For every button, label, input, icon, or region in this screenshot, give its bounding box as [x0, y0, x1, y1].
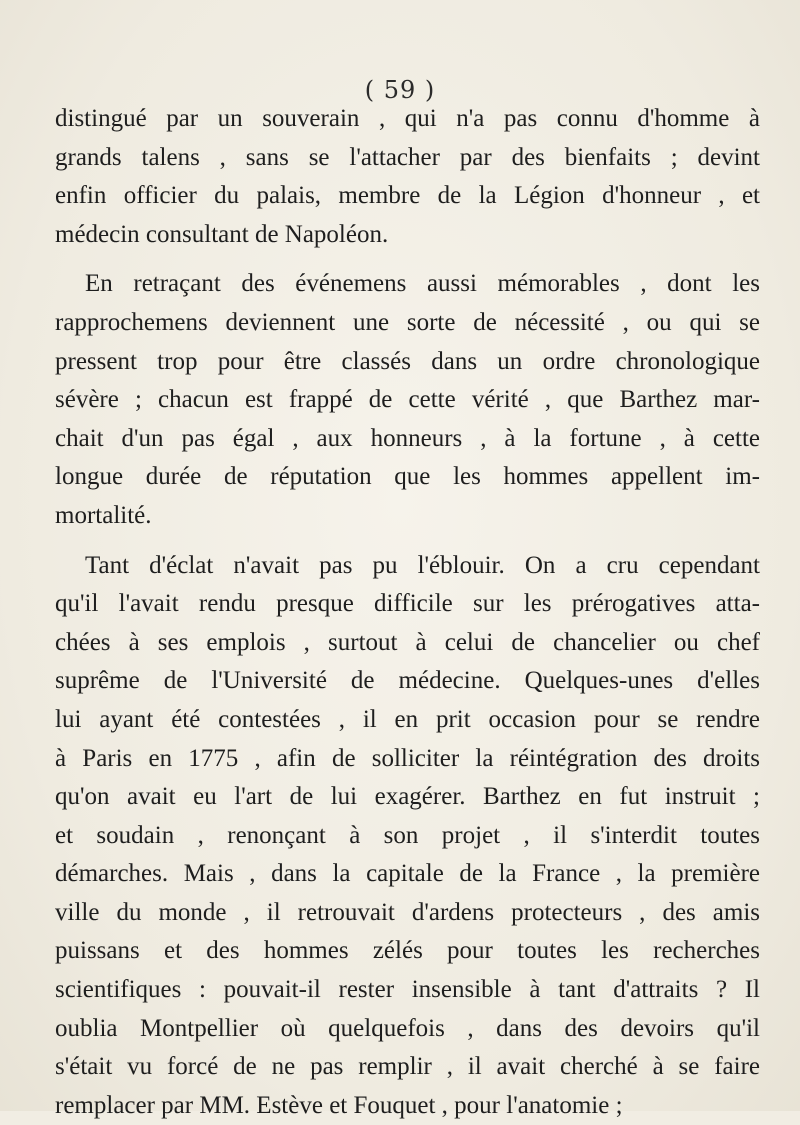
text-line: qu'il l'avait rendu presque difficile sur les prérogatives atta- — [55, 590, 760, 618]
body-text — [55, 100, 760, 1125]
text-line: sévère ; chacun est frappé de cette vérité , que Barthez mar- — [55, 386, 760, 414]
text-line: puissans et des hommes zélés pour toutes les recherches — [55, 937, 760, 965]
text-line: ville du monde , il retrouvait d'ardens protecteurs , des amis — [55, 898, 760, 926]
text-line: pressent trop pour être classés dans un ordre chronologique — [55, 347, 760, 375]
text-line: mortalité. — [55, 501, 152, 529]
text-line: et soudain , renonçant à son projet , il s'interdit toutes — [55, 821, 760, 849]
paragraph — [55, 547, 760, 1125]
page-number: ( 59 ) — [364, 76, 436, 104]
text-line: suprême de l'Université de médecine. Quelques-unes d'elles — [55, 667, 760, 695]
text-line: scientifiques : pouvait-il rester insensible à tant d'attraits ? Il — [55, 976, 760, 1004]
text-line: à Paris en 1775 , afin de solliciter la réintégration des droits — [55, 744, 760, 772]
paragraph — [55, 100, 760, 254]
paragraph — [55, 265, 760, 535]
text-line: longue durée de réputation que les hommes appellent im- — [55, 463, 760, 491]
text-line: enfin officier du palais, membre de la Légion d'honneur , et — [55, 182, 760, 210]
text-line: médecin consultant de Napoléon. — [55, 220, 389, 248]
text-line: remplacer par MM. Estève et Fouquet , pour l'anatomie ; — [55, 1091, 623, 1119]
text-line: grands talens , sans se l'attacher par des bienfaits ; devint — [55, 143, 760, 171]
text-line: Tant d'éclat n'avait pas pu l'éblouir. On a cru cependant — [85, 551, 760, 579]
text-line: qu'on avait eu l'art de lui exagérer. Barthez en fut instruit ; — [55, 783, 760, 811]
text-line: oublia Montpellier où quelquefois , dans des devoirs qu'il — [55, 1014, 760, 1042]
text-line: s'était vu forcé de ne pas remplir , il avait cherché à se faire — [55, 1053, 760, 1081]
text-line: démarches. Mais , dans la capitale de la France , la première — [55, 860, 760, 888]
text-line: En retraçant des événemens aussi mémorables , dont les — [85, 270, 760, 298]
text-line: rapprochemens deviennent une sorte de nécessité , ou qui se — [55, 308, 760, 336]
text-line: chait d'un pas égal , aux honneurs , à la fortune , à cette — [55, 424, 760, 452]
text-line: chées à ses emplois , surtout à celui de chancelier ou chef — [55, 628, 760, 656]
text-line: lui ayant été contestées , il en prit occasion pour se rendre — [55, 705, 760, 733]
text-line: distingué par un souverain , qui n'a pas connu d'homme à — [55, 105, 760, 132]
